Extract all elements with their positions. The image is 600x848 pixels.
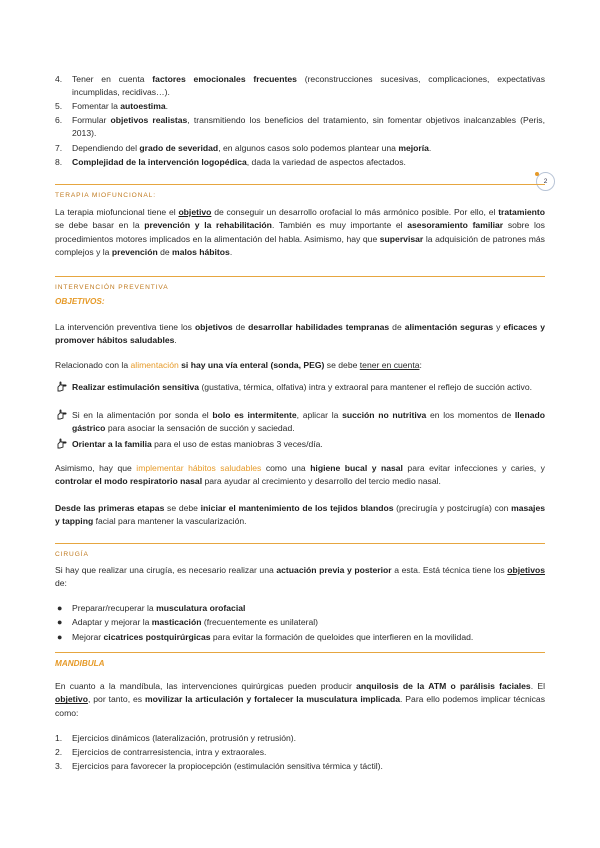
- badge-dot: [535, 172, 539, 176]
- list-item: Ejercicios para favorecer la propiocepción (estimulación sensitiva térmica y táctil).: [72, 761, 383, 771]
- paragraph-intervencion-3: Asimismo, hay que implementar hábitos saludables como una higiene bucal y nasal para evitar infecciones y caries, y controlar el modo respiratorio nasal para ayudar al crecimiento y desarrollo del tercio medio nasal.: [55, 463, 545, 487]
- bullet-item: Preparar/recuperar la musculatura orofacial: [72, 603, 246, 613]
- bullet-dot-icon: ●: [57, 632, 63, 642]
- bullet-dot-icon: ●: [57, 617, 63, 627]
- bullet-item: Si en la alimentación por sonda el bolo es intermitente, aplicar la succión no nutritiva en los momentos de llenado gástrico para asociar la sensación de succión y saciedad.: [72, 410, 545, 434]
- paragraph-intervencion-4: Desde las primeras etapas se debe iniciar el mantenimiento de los tejidos blandos (precirugía y postcirugía) con masajes y tapping facial para mantener la vascularización.: [55, 503, 546, 527]
- paragraph-intervencion-1: La intervención preventiva tiene los objetivos de desarrollar habilidades tempranas de alimentación seguras y eficaces y promover hábitos saludables.: [55, 322, 546, 346]
- section-divider: [55, 543, 545, 544]
- list-number: 1.: [55, 733, 63, 743]
- list-number: 2.: [55, 747, 63, 757]
- bullet-item: Adaptar y mejorar la masticación (frecuentemente es unilateral): [72, 617, 319, 627]
- list-number: 3.: [55, 761, 63, 771]
- bullet-item: Realizar estimulación sensitiva (gustativa, térmica, olfativa) intra y extraoral para mantener el reflejo de succión activo.: [72, 382, 532, 392]
- subheading-mandibula: MANDIBULA: [55, 659, 105, 668]
- list-item: Ejercicios dinámicos (lateralización, protrusión y retrusión).: [72, 733, 296, 743]
- section-divider: [55, 184, 545, 185]
- list-number: 8.: [55, 157, 63, 167]
- list-number: 5.: [55, 101, 63, 111]
- list-number: 7.: [55, 143, 63, 153]
- bullet-item: Mejorar cicatrices postquirúrgicas para evitar la formación de queloides que interfieren en la movilidad.: [72, 632, 474, 642]
- list-number: 6.: [55, 115, 63, 125]
- pointing-hand-icon: [57, 438, 67, 453]
- paragraph-cirugia: Si hay que realizar una cirugía, es necesario realizar una actuación previa y posterior a esta. Está técnica tiene los objetivos de:: [55, 565, 546, 589]
- paragraph-mandibula: En cuanto a la mandíbula, las intervenciones quirúrgicas pueden producir anquilosis de la ATM o parálisis faciales. El objetivo, por tanto, es movilizar la articulación y fortalecer la musculatura implicada. Para ello podemos implicar técnicas como:: [55, 681, 546, 718]
- page-number-badge: [536, 172, 555, 191]
- section-heading-terapia: TERAPIA MIOFUNCIONAL:: [55, 192, 156, 199]
- page-number: 2: [543, 178, 548, 185]
- subheading-objetivos: OBJETIVOS:: [55, 297, 105, 306]
- list-item-5: Fomentar la autoestima.: [72, 101, 169, 111]
- list-number: 4.: [55, 74, 63, 84]
- list-item-8: Complejidad de la intervención logopédica, dada la variedad de aspectos afectados.: [72, 157, 406, 167]
- section-heading-intervencion: INTERVENCIÓN PREVENTIVA: [55, 284, 169, 291]
- pointing-hand-icon: [57, 409, 67, 424]
- section-heading-cirugia: CIRUGÍA: [55, 551, 89, 558]
- list-item-4: Tener en cuenta factores emocionales frecuentes (reconstrucciones sucesivas, complicaciones, expectativas incumplidas, recidivas…).: [72, 74, 545, 98]
- bullet-item: Orientar a la familia para el uso de estas maniobras 3 veces/día.: [72, 439, 323, 449]
- list-item-7: Dependiendo del grado de severidad, en algunos casos solo podemos plantear una mejoría.: [72, 143, 432, 153]
- section-divider: [55, 652, 545, 653]
- paragraph-terapia: La terapia miofuncional tiene el objetivo de conseguir un desarrollo orofacial lo más armónico posible. Por ello, el tratamiento se debe basar en la prevención y la rehabilitación. También es muy importante el asesoramiento familiar sobre los procedimientos motores implicados en la alimentación del habla. Asimismo, hay que supervisar la adquisición de patrones más complejos y la prevención de malos hábitos.: [55, 207, 545, 258]
- list-item: Ejercicios de contrarresistencia, intra y extraorales.: [72, 747, 267, 757]
- section-divider: [55, 276, 545, 277]
- pointing-hand-icon: [57, 381, 67, 396]
- list-item-6: Formular objetivos realistas, transmitiendo los beneficios del tratamiento, sin fomentar objetivos inalcanzables (Peris, 2013).: [72, 115, 545, 139]
- bullet-dot-icon: ●: [57, 603, 63, 613]
- paragraph-intervencion-2: Relacionado con la alimentación si hay una vía enteral (sonda, PEG) se debe tener en cuenta:: [55, 360, 422, 370]
